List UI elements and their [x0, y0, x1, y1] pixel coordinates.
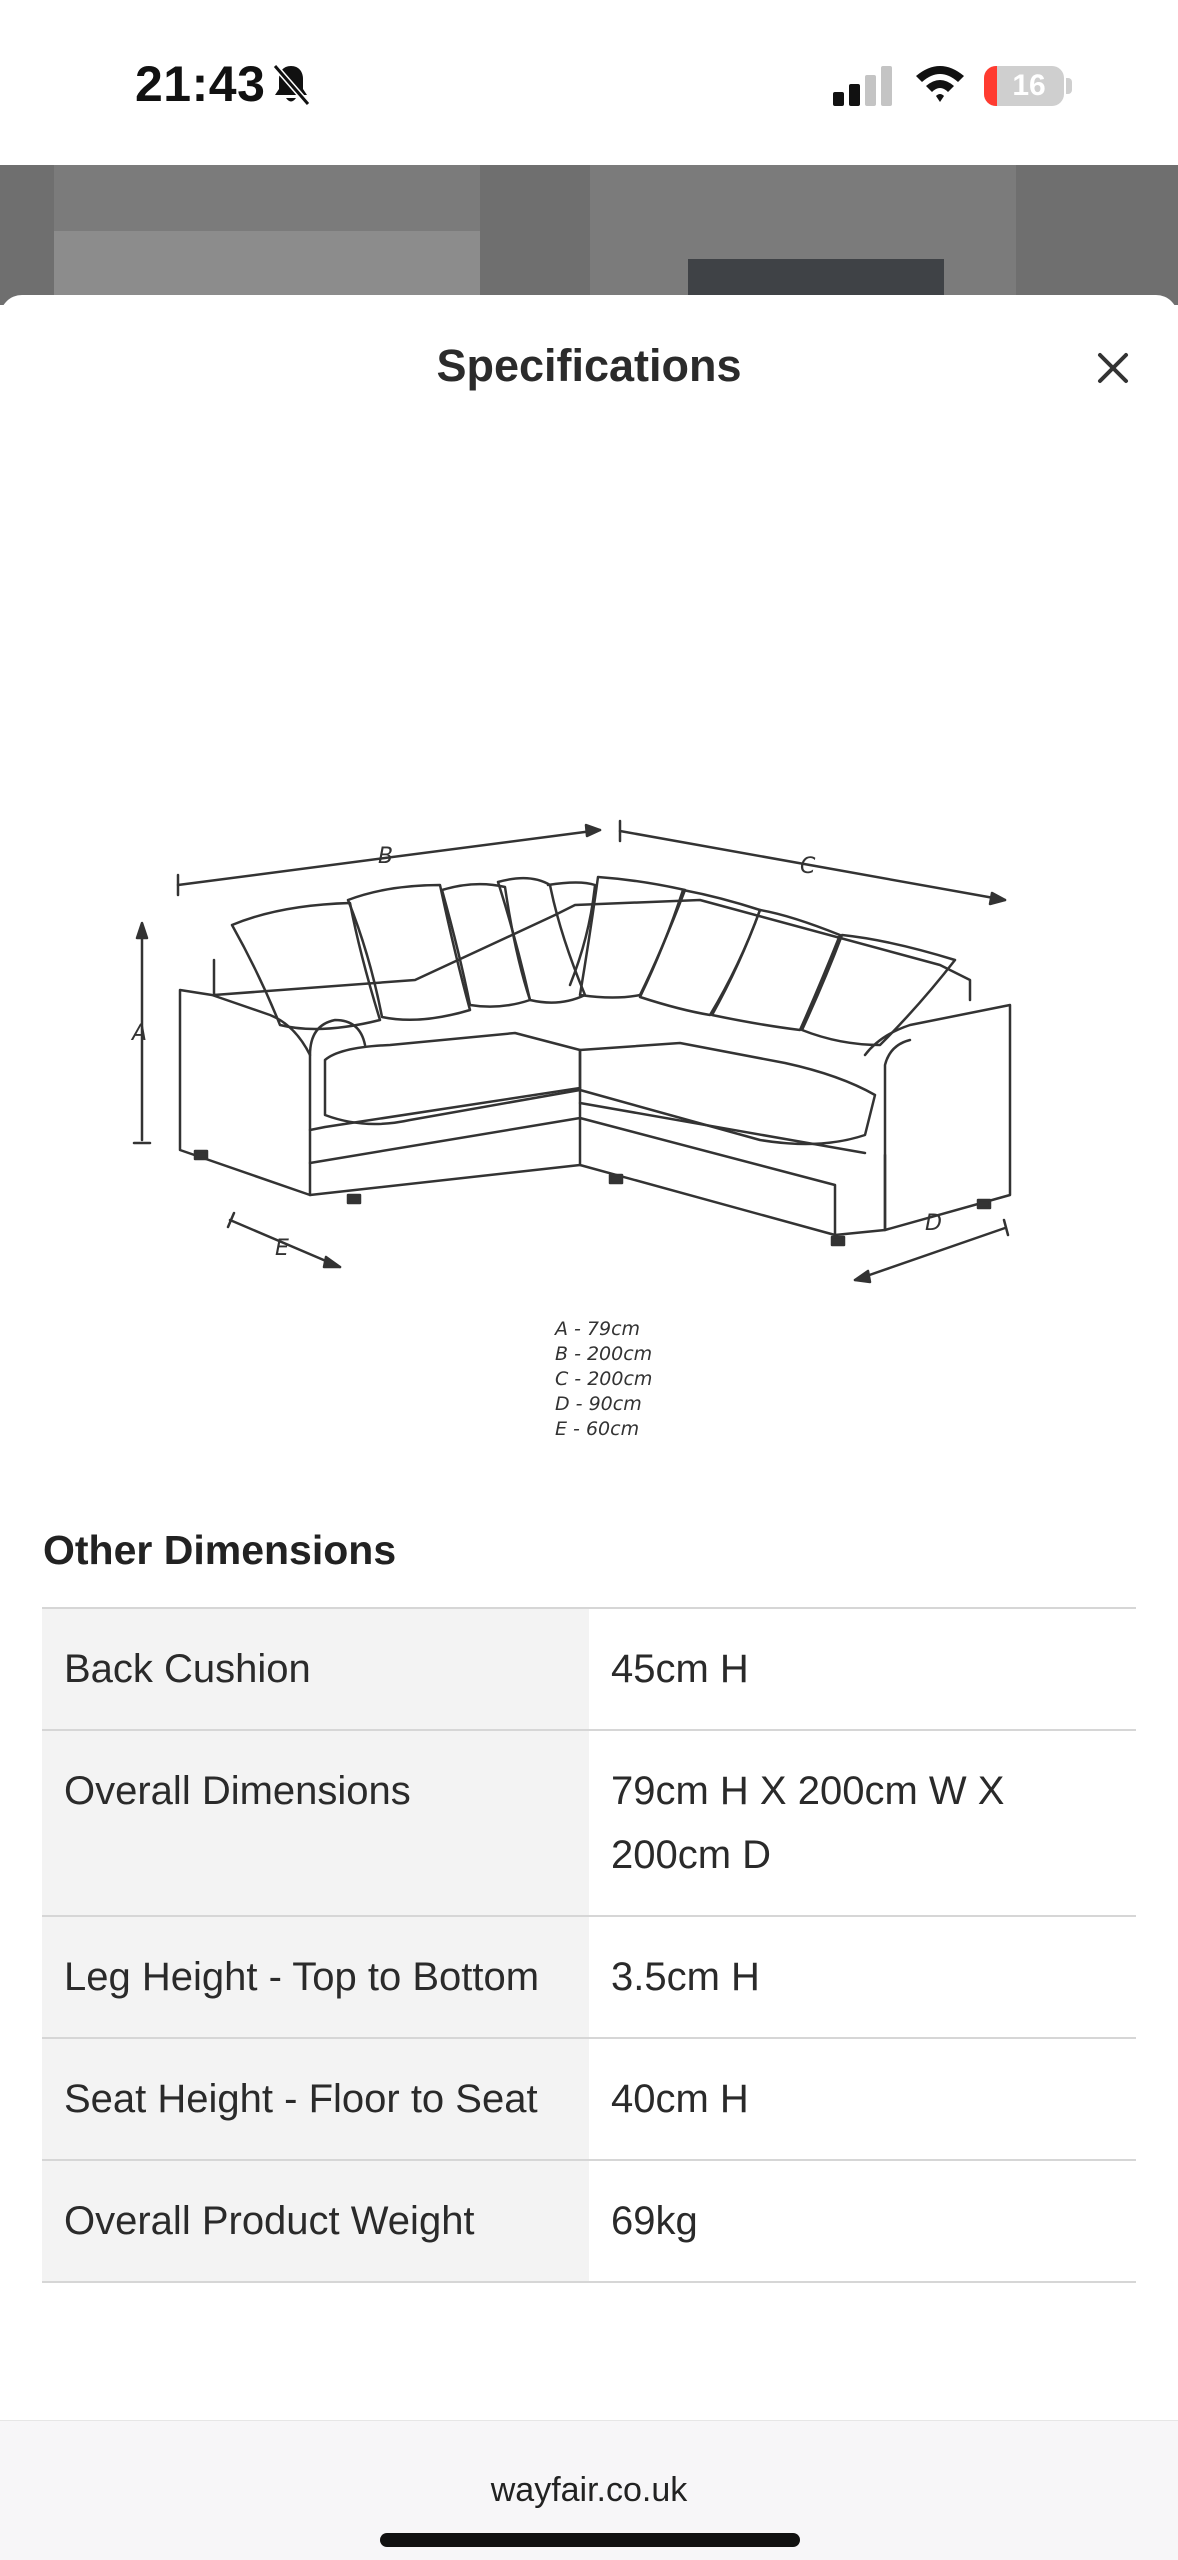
wifi-icon: [912, 62, 968, 106]
table-row: [42, 1609, 1136, 1731]
home-indicator[interactable]: [380, 2533, 800, 2547]
dimension-value: 79cm H X 200cm W X 200cm D: [589, 1731, 1136, 1915]
battery-icon: [984, 66, 1064, 106]
diagram-label-a: A: [132, 1021, 148, 1046]
diagram-legend-b: B - 200cm: [555, 1343, 653, 1365]
diagram-legend-e: E - 60cm: [555, 1418, 640, 1440]
table-row: [42, 2161, 1136, 2283]
diagram-label-c: C: [800, 854, 816, 879]
diagram-label-b: B: [378, 844, 394, 869]
status-bar: [0, 0, 1178, 165]
dimension-label: Back Cushion: [42, 1609, 589, 1729]
dimension-value: 3.5cm H: [589, 1917, 1136, 2037]
cellular-signal-icon: [833, 66, 895, 106]
background-page-overlay: [0, 165, 1178, 305]
status-time: 21:43: [135, 56, 266, 112]
dimension-label: Seat Height - Floor to Seat: [42, 2039, 589, 2159]
table-row: [42, 2039, 1136, 2161]
dimension-value: 45cm H: [589, 1609, 1136, 1729]
sheet-title: Specifications: [436, 340, 742, 391]
dimension-label: Leg Height - Top to Bottom: [42, 1917, 589, 2037]
diagram-legend-d: D - 90cm: [555, 1393, 642, 1415]
diagram-label-d: D: [925, 1211, 942, 1236]
close-icon: [1090, 345, 1136, 391]
diagram-legend-a: A - 79cm: [555, 1318, 641, 1340]
browser-address-bar[interactable]: [0, 2420, 1178, 2560]
bell-slash-icon: [270, 62, 312, 108]
dimensions-table: [42, 1607, 1136, 2283]
dimension-value: 69kg: [589, 2161, 1136, 2281]
dimension-value: 40cm H: [589, 2039, 1136, 2159]
close-button[interactable]: [1090, 345, 1136, 391]
diagram-legend-c: C - 200cm: [555, 1368, 653, 1390]
dimension-label: Overall Dimensions: [42, 1731, 589, 1915]
table-row: [42, 1917, 1136, 2039]
battery-nub: [1066, 78, 1072, 94]
diagram-label-e: E: [275, 1236, 289, 1261]
dimension-label: Overall Product Weight: [42, 2161, 589, 2281]
background-product-image: [54, 231, 480, 305]
battery-level: 16: [1012, 69, 1046, 102]
specifications-sheet: [0, 295, 1178, 2560]
url-domain[interactable]: wayfair.co.uk: [490, 2471, 688, 2509]
sofa-dimension-diagram: [120, 555, 1040, 1455]
table-row: [42, 1731, 1136, 1917]
other-dimensions-heading: Other Dimensions: [43, 1527, 397, 1573]
